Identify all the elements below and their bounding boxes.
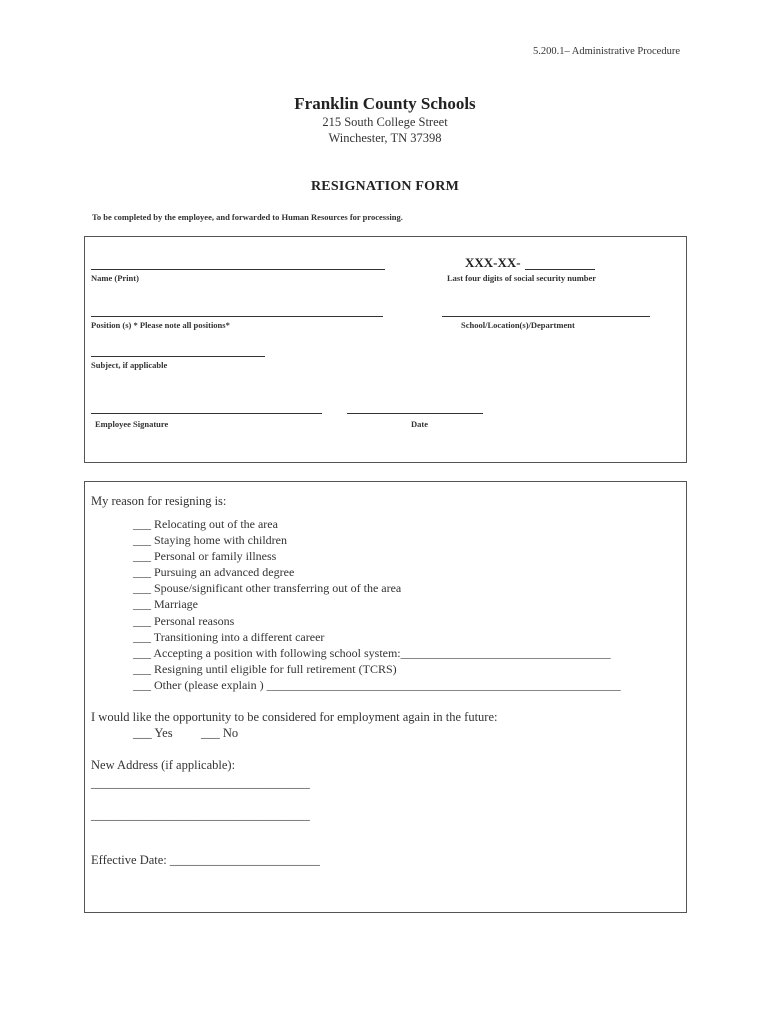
- reason-item[interactable]: ___ Marriage: [133, 597, 198, 612]
- reason-item[interactable]: ___ Accepting a position with following school system:___________________________________: [133, 645, 611, 660]
- reason-item[interactable]: ___ Spouse/significant other transferring out of the area: [133, 581, 402, 596]
- address-line-1: 215 South College Street: [322, 115, 448, 129]
- form-title: RESIGNATION FORM: [310, 179, 459, 194]
- new-address-label: New Address (if applicable):: [91, 758, 236, 772]
- name-field[interactable]: [91, 269, 385, 270]
- rehire-yes-option[interactable]: ___ Yes: [133, 726, 173, 740]
- ssn-prefix: XXX-XX-: [465, 255, 521, 270]
- school-location-field[interactable]: [442, 316, 650, 317]
- effective-date-field[interactable]: Effective Date: ________________________: [91, 853, 320, 867]
- position-field[interactable]: [91, 316, 383, 317]
- reason-item[interactable]: ___ Transitioning into a different career: [133, 629, 325, 644]
- reason-item[interactable]: ___ Resigning until eligible for full retirement (TCRS): [133, 661, 397, 676]
- date-field[interactable]: [347, 413, 483, 414]
- signature-label: Employee Signature: [95, 419, 169, 429]
- reason-item[interactable]: ___ Pursuing an advanced degree: [133, 565, 295, 580]
- signature-field[interactable]: [91, 413, 322, 414]
- new-address-line-1[interactable]: ___________________________________: [91, 776, 310, 790]
- new-address-line-2[interactable]: ___________________________________: [91, 808, 310, 822]
- reasons-list: [133, 516, 621, 693]
- reason-item[interactable]: ___ Relocating out of the area: [133, 517, 278, 531]
- employee-info-box: [84, 236, 687, 463]
- date-label: Date: [411, 419, 428, 429]
- rehire-question: I would like the opportunity to be considered for employment again in the future:: [91, 710, 498, 724]
- address-line-2: Winchester, TN 37398: [328, 131, 442, 145]
- reasons-box: [84, 481, 687, 913]
- ssn-field[interactable]: [525, 269, 595, 270]
- reason-item[interactable]: ___ Personal reasons: [133, 613, 235, 628]
- reason-item[interactable]: ___ Staying home with children: [133, 533, 287, 548]
- procedure-number: 5.200.1– Administrative Procedure: [533, 46, 680, 57]
- ssn-label: Last four digits of social security number: [447, 273, 597, 283]
- position-label: Position (s) * Please note all positions*: [91, 320, 230, 330]
- name-label: Name (Print): [91, 273, 139, 283]
- reason-item[interactable]: ___ Personal or family illness: [133, 549, 277, 564]
- school-name: Franklin County Schools: [294, 94, 476, 113]
- subject-label: Subject, if applicable: [91, 360, 168, 370]
- reasons-heading: My reason for resigning is:: [91, 494, 227, 508]
- school-location-label: School/Location(s)/Department: [461, 320, 575, 330]
- reason-item[interactable]: ___ Other (please explain ) ___________________________________________________________: [133, 677, 621, 692]
- form-instructions: To be completed by the employee, and forwarded to Human Resources for processing.: [92, 212, 403, 222]
- rehire-no-option[interactable]: ___ No: [201, 726, 239, 740]
- subject-field[interactable]: [91, 356, 265, 357]
